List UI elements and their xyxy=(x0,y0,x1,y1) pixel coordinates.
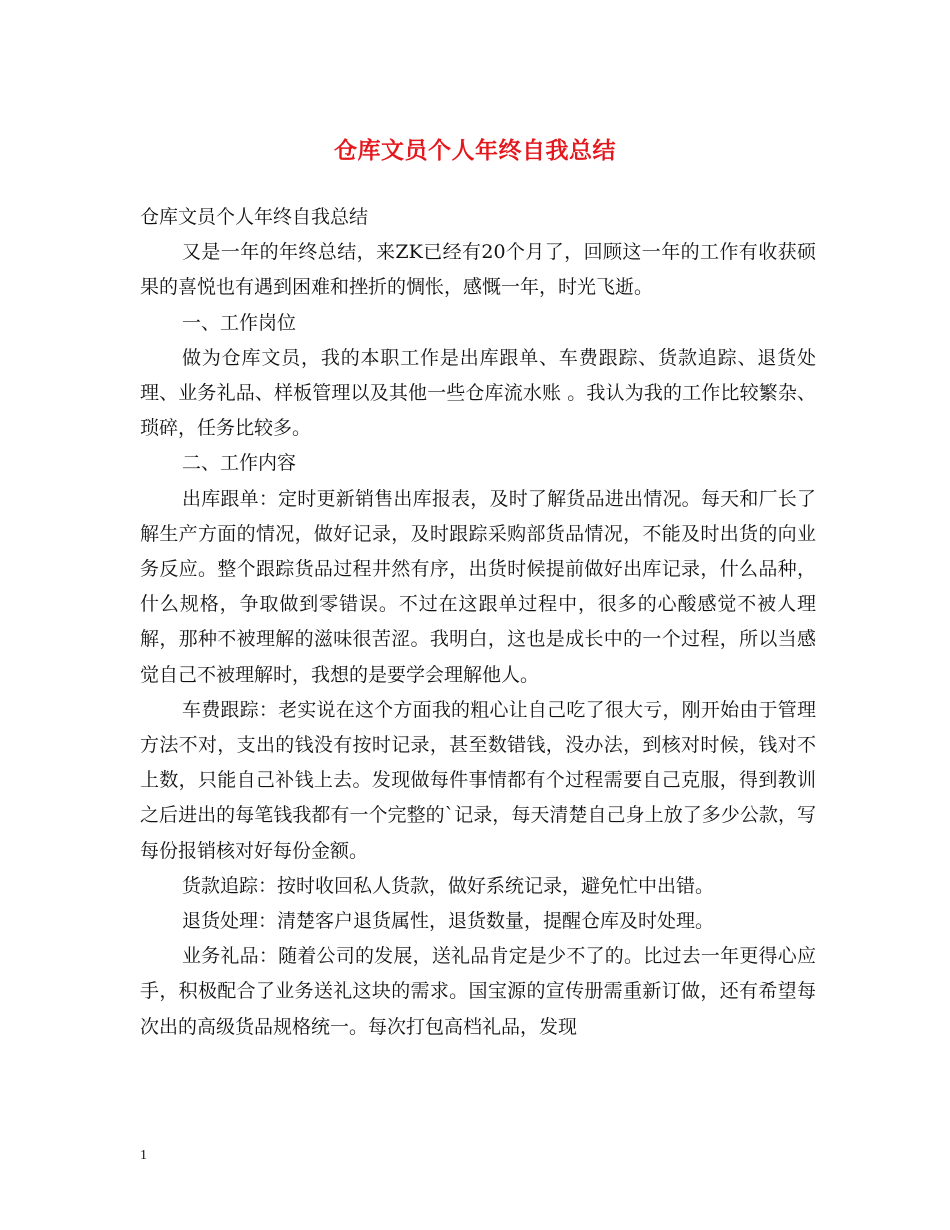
document-title: 仓库文员个人年终自我总结 xyxy=(334,138,616,164)
page-number: 1 xyxy=(140,1148,147,1163)
paragraph-payment: 货款追踪：按时收回私人货款，做好系统记录，避免忙中出错。 xyxy=(182,874,715,897)
paragraph-position: 做为仓库文员，我的本职工作是出库跟单、车费跟踪、货款追踪、退货处理、业务礼品、样板管理以及其他一些仓库流水账 。我认为我的工作比较繁杂、琐碎，任务比较多。 xyxy=(140,346,816,440)
document-body xyxy=(140,200,816,1045)
paragraph-freight: 车费跟踪：老实说在这个方面我的粗心让自己吃了很大亏，刚开始由于管理方法不对，支出的钱没有按时记录，甚至数错钱，没办法，到核对时候，钱对不上数，只能自己补钱上去。发现做每件事情都有个过程需要自己克服，得到教训之后进出的每笔钱我都有一个完整的`记录，每天清楚自己身上放了多少公款，写每份报销核对好每份金额。 xyxy=(140,698,816,862)
paragraph-returns: 退货处理：清楚客户退货属性，退货数量，提醒仓库及时处理。 xyxy=(182,910,715,933)
paragraph-outbound: 出库跟单：定时更新销售出库报表，及时了解货品进出情况。每天和厂长了解生产方面的情况，做好记录，及时跟踪采购部货品情况，不能及时出货的向业务反应。整个跟踪货品过程井然有序，出货时候提前做好出库记录，什么品种，什么规格，争取做到零错误。不过在这跟单过程中，很多的心酸感觉不被人理解，那种不被理解的滋味很苦涩。我明白，这也是成长中的一个过程，所以当感觉自己不被理解时，我想的是要学会理解他人。 xyxy=(140,487,816,686)
section-heading-content: 二、工作内容 xyxy=(182,452,297,475)
paragraph-gifts: 业务礼品：随着公司的发展，送礼品肯定是少不了的。比过去一年更得心应手，积极配合了业务送礼这块的需求。国宝源的宣传册需重新订做，还有希望每次出的高级货品规格统一。每次打包高档礼品，发现 xyxy=(140,945,816,1038)
section-heading-position: 一、工作岗位 xyxy=(182,311,297,334)
paragraph-heading: 仓库文员个人年终自我总结 xyxy=(140,206,369,228)
paragraph-intro: 又是一年的年终总结，来ZK已经有20个月了，回顾这一年的工作有收获硕果的喜悦也有遇到困难和挫折的惆怅，感慨一年，时光飞逝。 xyxy=(140,241,816,299)
